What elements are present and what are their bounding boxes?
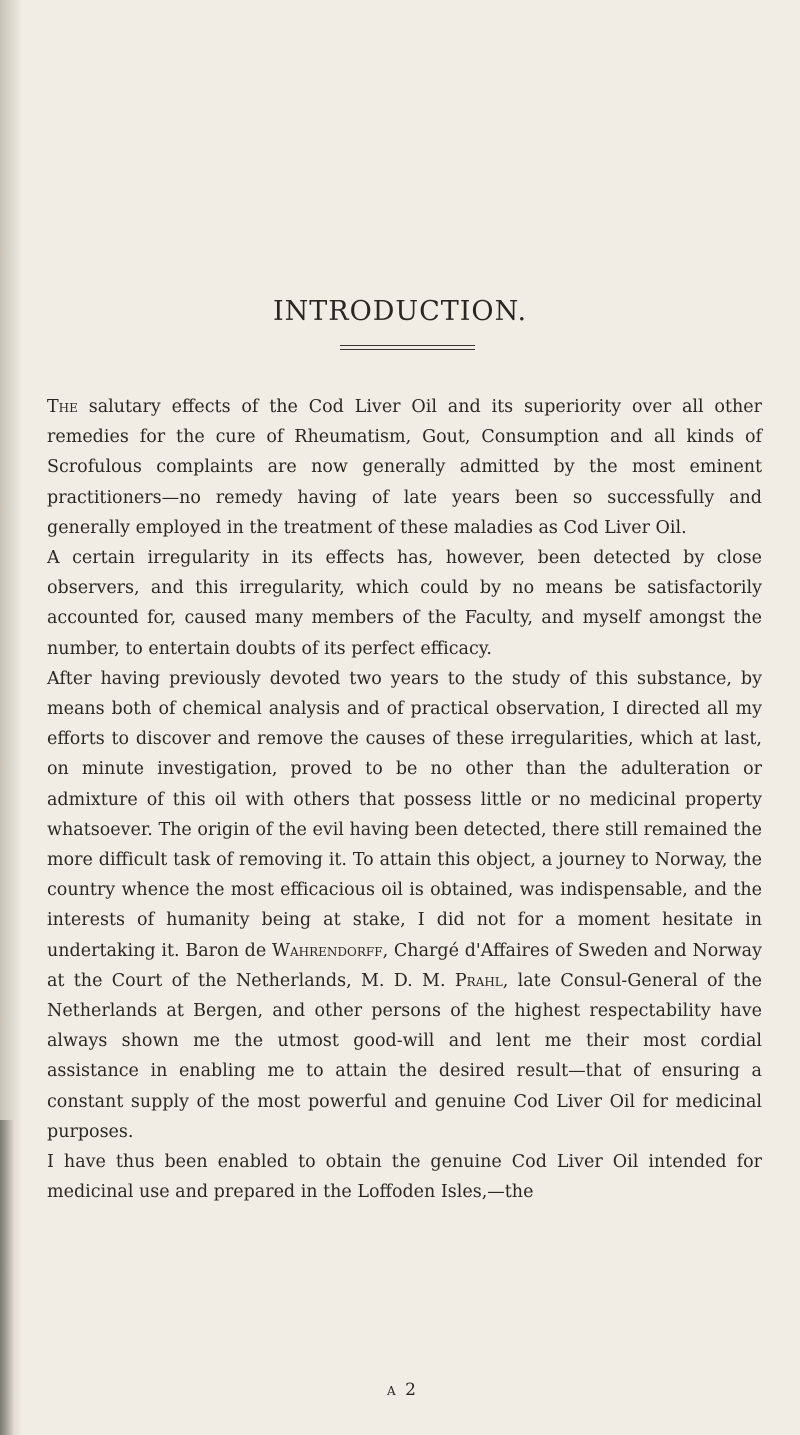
paragraph-3-name-1: Wahrendorff [272,940,383,961]
paragraph-4 [47,1147,762,1207]
paragraph-2-text: A certain irregularity in its effects has, however, been detected by close observers, and this irregularity, which could by no means be satisfactorily accounted for, caused many members of the Faculty, and myself amongst the number, to entertain doubts of its perfect efficacy. [47,548,762,659]
page-edge-shadow-lower [0,1120,14,1435]
paragraph-3 [47,664,762,1147]
signature-mark: a 2 [387,1380,418,1400]
page-heading: INTRODUCTION. [272,296,528,328]
paragraph-3-text-b: , Chargé d'Affaires of Sweden and Norway at the Court of the Netherlands, M. D. M. [47,940,762,991]
paragraph-1 [47,392,762,543]
paragraph-2 [47,543,762,664]
paragraph-4-text: I have thus been enabled to obtain the genuine Cod Liver Oil intended for medicinal use and prepared in the Loffoden Isles,—the [47,1152,762,1203]
heading-rule-second [340,349,475,350]
paragraph-3-name-2: Prahl [454,970,503,991]
paragraph-3-text-a: After having previously devoted two years to the study of this substance, by means both of chemical analysis and of practical observation, I directed all my efforts to discover and remove the causes of these irregularities, which at last, on minute investigation, proved to be no other than the adulteration or admixture of this oil with others that possess little or no medicinal property whatsoever. The origin of the evil having been detected, there still remained the more difficult task of removing it. To attain this object, a journey to Norway, the country whence the most efficacious oil is obtained, was indispensable, and the interests of humanity being at stake, I did not for a moment hesitate in undertaking it. Baron de [47,668,762,961]
paragraph-3-text-c: , late Consul-General of the Netherlands at Bergen, and other persons of the highest respectability have always shown me the utmost good-will and lent me their most cordial assistance in enabling me to attain the desired result—that of ensuring a constant supply of the most powerful and genuine Cod Liver Oil for medicinal purposes. [47,970,762,1142]
heading-rule [340,345,475,346]
paragraph-1-text: salutary effects of the Cod Liver Oil and its superiority over all other remedies for the cure of Rheumatism, Gout, Consumption and all kinds of Scrofulous complaints are now generally admitted by the most eminent practitioners—no remedy having of late years been so successfully and generally employed in the treatment of these maladies as Cod Liver Oil. [47,397,762,538]
paragraph-1-lead: The [47,397,78,417]
body-text [47,392,762,1207]
